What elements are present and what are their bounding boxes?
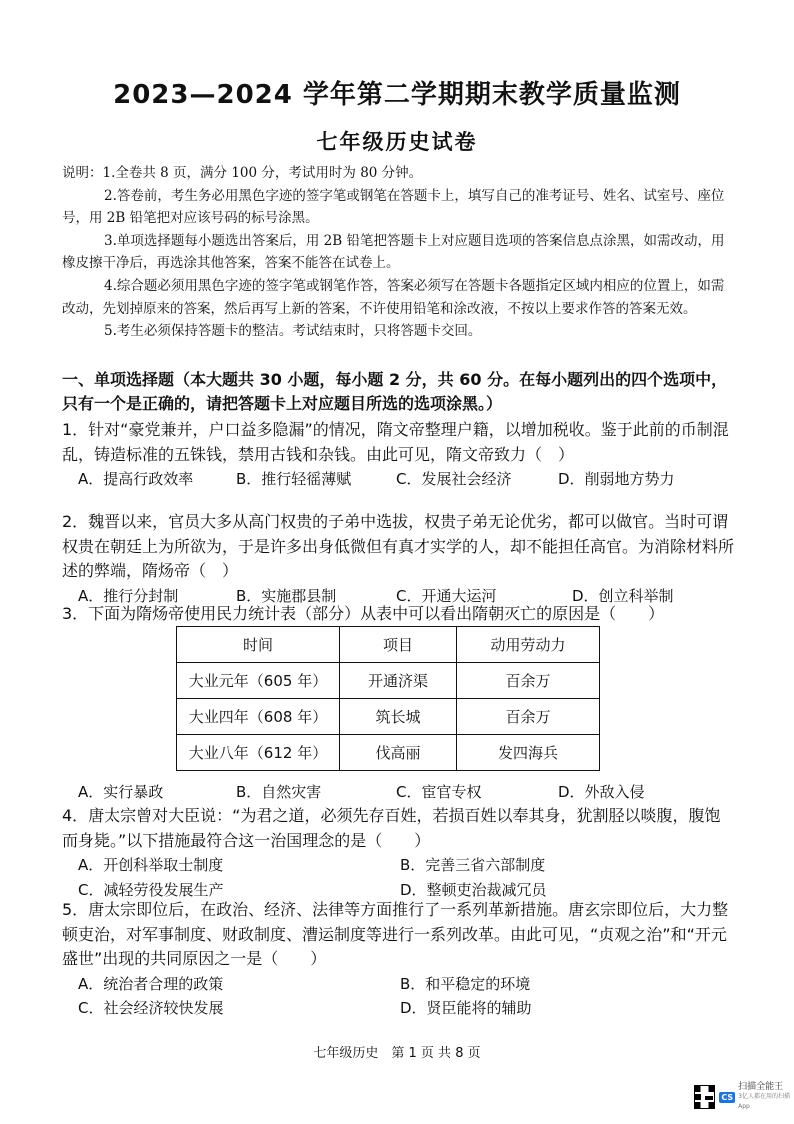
table-header: 时间 xyxy=(177,627,340,663)
table-cell: 伐高丽 xyxy=(340,735,457,771)
table-cell: 大业四年（608 年） xyxy=(177,699,340,735)
option-a: A．提高行政效率 xyxy=(78,470,194,488)
question-stem: 5．唐太宗即位后，在政治、经济、法律等方面推行了一系列革新措施。唐玄宗即位后，大力整顿吏治，对军事制度、财政制度、漕运制度等进行一系列改革。由此可见，“贞观之治”和“开元盛世”出现的共同原因之一是（ ） xyxy=(62,900,729,968)
option-c: C．社会经济较快发展 xyxy=(78,999,224,1017)
instruction-item: 4.综合题必须用黑色字迹的签字笔或钢笔作答，答案必须写在答题卡各题指定区域内相应的位置上，如需改动，先划掉原来的答案，然后再写上新的答案，不许使用铅笔和涂改液，不按以上要求作答的答案无效。 xyxy=(62,277,725,317)
question-3 xyxy=(62,602,734,627)
option-b: B．自然灾害 xyxy=(236,783,322,801)
instruction-item: 2.答卷前，考生务必用黑色字迹的签字笔或钢笔在答题卡上，填写自己的准考证号、姓名、试室号、座位号，用 2B 铅笔把对应该号码的标号涂黑。 xyxy=(62,187,725,227)
option-c: C．发展社会经济 xyxy=(396,470,512,488)
table-cell: 百余万 xyxy=(457,699,600,735)
options-row xyxy=(62,780,734,805)
option-a: A．统治者合理的政策 xyxy=(78,974,224,993)
options-row xyxy=(62,467,734,492)
option-b: B．实施郡县制 xyxy=(236,586,337,605)
qr-code-icon xyxy=(694,1085,715,1109)
table-row xyxy=(177,735,600,771)
page-footer: 七年级历史 第 1 页 共 8 页 xyxy=(313,1046,481,1061)
labor-table xyxy=(176,626,600,771)
watermark-subtext: 3亿人都在用的扫描App xyxy=(738,1093,790,1110)
table-cell: 开通济渠 xyxy=(340,663,457,699)
table-cell: 大业八年（612 年） xyxy=(177,735,340,771)
instructions xyxy=(62,162,734,343)
section-heading: 一、单项选择题（本大题共 30 小题，每小题 2 分，共 60 分。在每小题列出的四个选项中，只有一个是正确的，请把答题卡上对应题目所选的选项涂黑。） xyxy=(62,370,728,413)
table-header: 动用劳动力 xyxy=(457,627,600,663)
option-d: D．创立科举制 xyxy=(572,586,674,605)
table-cell: 筑长城 xyxy=(340,699,457,735)
instruction-item: 3.单项选择题每小题选出答案后，用 2B 铅笔把答题卡上对应题目选项的答案信息点涂黑，如需改动，用橡皮擦干净后，再选涂其他答案，答案不能答在试卷上。 xyxy=(62,232,725,272)
option-a: A．实行暴政 xyxy=(78,783,164,801)
table-cell: 百余万 xyxy=(457,663,600,699)
question-stem: 3．下面为隋炀帝使用民力统计表（部分）从表中可以看出隋朝灭亡的原因是（ ） xyxy=(62,604,665,623)
question-stem: 4．唐太宗曾对大臣说：“为君之道，必须先存百姓，若损百姓以奉其身，犹割胫以啖腹，腹饱而身毙。”以下措施最符合这一治国理念的是（ ） xyxy=(62,806,721,850)
exam-title: 2023—2024 学年第二学期期末教学质量监测 xyxy=(113,80,681,110)
table-row xyxy=(177,699,600,735)
option-b: B．和平稳定的环境 xyxy=(400,974,531,993)
question-stem: 2．魏晋以来，官员大多从高门权贵的子弟中选拔，权贵子弟无论优劣，都可以做官。当时可谓权贵在朝廷上为所欲为，于是许多出身低微但有真才实学的人，却不能担任高官。为消除材料所述的弊端，隋炀帝（ ） xyxy=(62,512,735,580)
table-header-row xyxy=(177,627,600,663)
table-header: 项目 xyxy=(340,627,457,663)
options-grid xyxy=(62,972,734,1021)
option-b: B．完善三省六部制度 xyxy=(400,856,546,874)
option-d: D．贤臣能将的辅助 xyxy=(400,999,532,1017)
option-a: A．开创科举取士制度 xyxy=(78,856,224,874)
camscanner-logo: CS xyxy=(721,1092,734,1102)
question-2 xyxy=(62,510,734,608)
watermark-text: 扫描全能王 xyxy=(738,1082,784,1092)
scanner-watermark xyxy=(694,1082,794,1112)
option-c: C．宦官专权 xyxy=(396,783,482,801)
exam-subtitle: 七年级历史试卷 xyxy=(316,130,478,154)
option-c: C．开通大运河 xyxy=(396,586,497,605)
option-c: C．减轻劳役发展生产 xyxy=(78,880,224,899)
question-stem: 1．针对“豪党兼并，户口益多隐漏”的情况，隋文帝整理户籍，以增加税收。鉴于此前的币制混乱，铸造标准的五铢钱，禁用古钱和杂钱。由此可见，隋文帝致力（ ） xyxy=(62,420,729,464)
table-cell: 发四海兵 xyxy=(457,735,600,771)
instruction-item: 5.考生必须保持答题卡的整洁。考试结束时，只将答题卡交回。 xyxy=(104,323,482,340)
question-4 xyxy=(62,804,734,902)
option-d: D．外敌入侵 xyxy=(558,783,645,801)
question-1 xyxy=(62,418,734,492)
instruction-item: 说明：1.全卷共 8 页，满分 100 分，考试用时为 80 分钟。 xyxy=(62,165,423,181)
option-b: B．推行轻徭薄赋 xyxy=(236,470,352,488)
options-grid xyxy=(62,853,734,902)
option-d: D．削弱地方势力 xyxy=(558,470,675,488)
question-3-options xyxy=(62,780,734,805)
option-a: A．推行分封制 xyxy=(78,586,179,605)
option-d: D．整顿吏治裁减冗员 xyxy=(400,880,547,899)
question-5 xyxy=(62,898,734,1021)
table-cell: 大业元年（605 年） xyxy=(177,663,340,699)
table-row xyxy=(177,663,600,699)
